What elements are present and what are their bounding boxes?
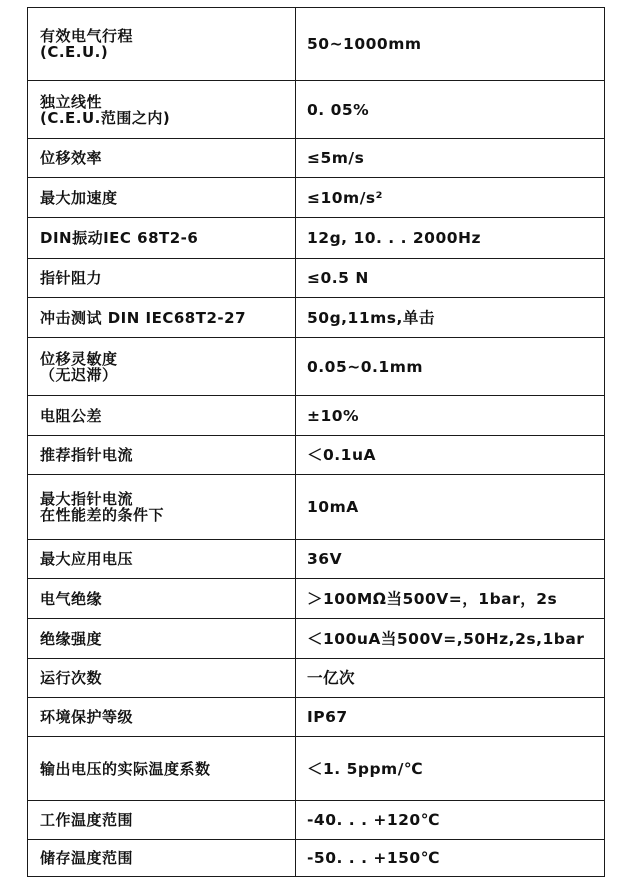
param-cell <box>28 737 296 801</box>
value-cell: ＜100uA当500V=,50Hz,2s,1bar <box>296 619 605 659</box>
table-row <box>28 579 605 619</box>
param-label: 最大加速度 <box>40 188 118 207</box>
table-row <box>28 737 605 801</box>
param-cell <box>28 698 296 737</box>
value-cell: 一亿次 <box>296 659 605 698</box>
param-cell <box>28 540 296 579</box>
value-cell: -50. . . +150℃ <box>296 840 605 877</box>
param-label: 位移效率 <box>40 149 103 167</box>
param-cell <box>28 259 296 298</box>
param-label: 电气绝缘 <box>40 589 103 608</box>
value-cell: ≤0.5 N <box>296 259 605 298</box>
table-row <box>28 298 605 338</box>
param-label: DIN振动IEC 68T2-6 <box>40 229 199 247</box>
param-cell <box>28 178 296 218</box>
spec-table <box>27 7 605 877</box>
value-cell: 36V <box>296 540 605 579</box>
param-sublabel: 在性能差的条件下 <box>40 506 165 524</box>
param-label: 运行次数 <box>40 669 103 687</box>
value-cell: -40. . . +120℃ <box>296 801 605 840</box>
param-cell <box>28 81 296 139</box>
table-row <box>28 218 605 259</box>
param-sublabel: (C.E.U.范围之内) <box>40 108 171 127</box>
value-cell: ±10% <box>296 396 605 436</box>
table-row <box>28 338 605 396</box>
table-row <box>28 840 605 877</box>
value-cell: ≤10m/s² <box>296 178 605 218</box>
param-cell <box>28 475 296 540</box>
param-label: 位移灵敏度 <box>40 349 118 368</box>
param-label: 绝缘强度 <box>40 629 103 648</box>
param-cell <box>28 579 296 619</box>
value-cell: 50g,11ms,单击 <box>296 298 605 338</box>
table-row <box>28 698 605 737</box>
table-row <box>28 619 605 659</box>
value-cell: 10mA <box>296 475 605 540</box>
param-label: 电阻公差 <box>40 406 103 425</box>
param-cell <box>28 659 296 698</box>
param-label: 储存温度范围 <box>40 849 134 867</box>
param-cell <box>28 139 296 178</box>
value-cell: 0. 05% <box>296 81 605 139</box>
param-label: 独立线性 <box>40 92 103 111</box>
param-cell <box>28 801 296 840</box>
value-cell: 50~1000mm <box>296 8 605 81</box>
table-row <box>28 659 605 698</box>
param-label: 冲击测试 DIN IEC68T2-27 <box>40 308 247 327</box>
param-cell <box>28 436 296 475</box>
param-label: 最大应用电压 <box>40 550 134 568</box>
param-cell <box>28 338 296 396</box>
param-cell <box>28 619 296 659</box>
value-cell: ＜0.1uA <box>296 436 605 475</box>
param-cell <box>28 396 296 436</box>
table-row <box>28 540 605 579</box>
table-row <box>28 259 605 298</box>
value-cell: ＞100MΩ当500V=，1bar，2s <box>296 579 605 619</box>
param-cell <box>28 840 296 877</box>
param-label: 推荐指针电流 <box>40 446 134 464</box>
param-label: 有效电气行程 <box>40 27 134 45</box>
value-cell: ≤5m/s <box>296 139 605 178</box>
param-sublabel: (C.E.U.) <box>40 43 109 61</box>
value-cell: 12g, 10. . . 2000Hz <box>296 218 605 259</box>
param-label: 环境保护等级 <box>40 708 134 726</box>
table-row <box>28 139 605 178</box>
table-row <box>28 8 605 81</box>
param-label: 工作温度范围 <box>40 811 134 829</box>
param-label: 指针阻力 <box>40 269 103 287</box>
table-row <box>28 396 605 436</box>
param-cell <box>28 298 296 338</box>
param-sublabel: （无迟滞） <box>40 365 118 384</box>
table-row <box>28 801 605 840</box>
table-row <box>28 475 605 540</box>
param-label: 输出电压的实际温度系数 <box>40 759 211 778</box>
table-row <box>28 81 605 139</box>
param-cell <box>28 8 296 81</box>
param-cell <box>28 218 296 259</box>
table-row <box>28 436 605 475</box>
value-cell: 0.05~0.1mm <box>296 338 605 396</box>
table-row <box>28 178 605 218</box>
value-cell: IP67 <box>296 698 605 737</box>
value-cell: ＜1. 5ppm/℃ <box>296 737 605 801</box>
param-label: 最大指针电流 <box>40 490 134 508</box>
